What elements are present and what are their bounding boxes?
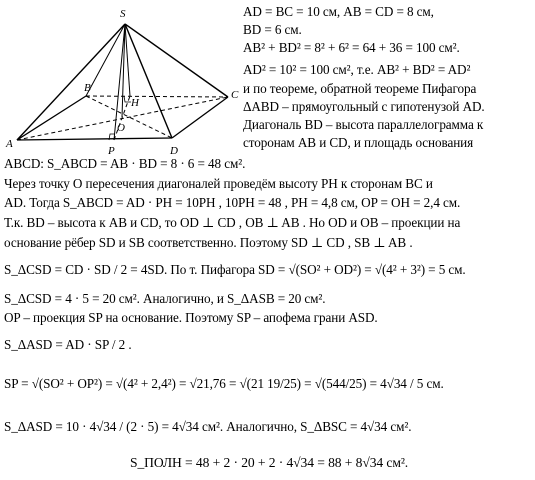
text-line-10: Через точку O пересечения диагоналей проведём высоту PH к сторонам BC и <box>4 176 433 191</box>
vertex-label-B: B <box>84 82 91 94</box>
vertex-label-A: A <box>6 138 13 150</box>
text-line-r7: Диагональ BD – высота параллелограмма к <box>243 117 484 132</box>
edge-SA <box>17 24 125 140</box>
text-line-17: S_ΔASD = AD · SP / 2 . <box>4 337 132 352</box>
vertex-label-C: C <box>231 89 239 101</box>
text-line-16: OP – проекция SP на основание. Поэтому SP – апофема грани ASD. <box>4 310 378 325</box>
text-line-19: S_ΔASD = 10 · 4√34 / (2 · 5) = 4√34 см². Аналогично, S_ΔBSC = 4√34 см². <box>4 419 412 434</box>
text-line-r1: AD = BC = 10 см, AB = CD = 8 см, <box>243 4 434 19</box>
text-line-r5: и по теореме, обратной теореме Пифагора <box>243 81 477 96</box>
text-line-9: ABCD: S_ABCD = AB · BD = 8 · 6 = 48 см². <box>4 156 246 171</box>
text-line-r3: AB² + BD² = 8² + 6² = 64 + 36 = 100 см². <box>243 40 460 55</box>
text-line-r8: сторонам AB и CD, и площадь основания <box>243 135 474 150</box>
text-line-r6: ΔABD – прямоугольный с гипотенузой AD. <box>243 99 485 114</box>
text-line-14: S_ΔCSD = CD · SD / 2 = 4SD. По т. Пифагора SD = √(SO² + OD²) = √(4² + 3²) = 5 см. <box>4 262 466 277</box>
text-line-20: S_ПОЛН = 48 + 2 · 20 + 2 · 4√34 = 88 + 8√34 см². <box>130 455 409 470</box>
text-line-r4: AD² = 10² = 100 см², т.е. AB² + BD² = AD² <box>243 62 471 77</box>
text-line-15: S_ΔCSD = 4 · 5 = 20 см². Аналогично, и S_ΔASB = 20 см². <box>4 291 326 306</box>
edge-AD <box>17 138 172 140</box>
edge-DC <box>172 97 228 138</box>
vertex-label-O: O <box>117 122 125 134</box>
text-line-12: Т.к. BD – высота к AB и CD, то OD ⊥ CD , OB ⊥ AB . Но OD и OB – проекции на <box>4 215 461 230</box>
vertex-label-S: S <box>120 8 126 20</box>
vertex-label-P: P <box>108 145 115 157</box>
vertex-label-H: H <box>131 97 139 109</box>
text-line-r2: BD = 6 см. <box>243 22 302 37</box>
vertex-label-D: D <box>170 145 178 157</box>
pyramid-figure <box>0 0 245 160</box>
text-line-11: AD. Тогда S_ABCD = AD · PH = 10PH , 10PH = 48 , PH = 4,8 см, OP = OH = 2,4 см. <box>4 195 461 210</box>
text-line-18: SP = √(SO² + OP²) = √(4² + 2,4²) = √21,76 = √(21 19/25) = √(544/25) = 4√34 / 5 см. <box>4 376 444 391</box>
edge-BC-hidden <box>86 96 228 97</box>
text-line-13: основание рёбер SD и SB соответственно. Поэтому SD ⊥ CD , SB ⊥ AB . <box>4 235 413 250</box>
